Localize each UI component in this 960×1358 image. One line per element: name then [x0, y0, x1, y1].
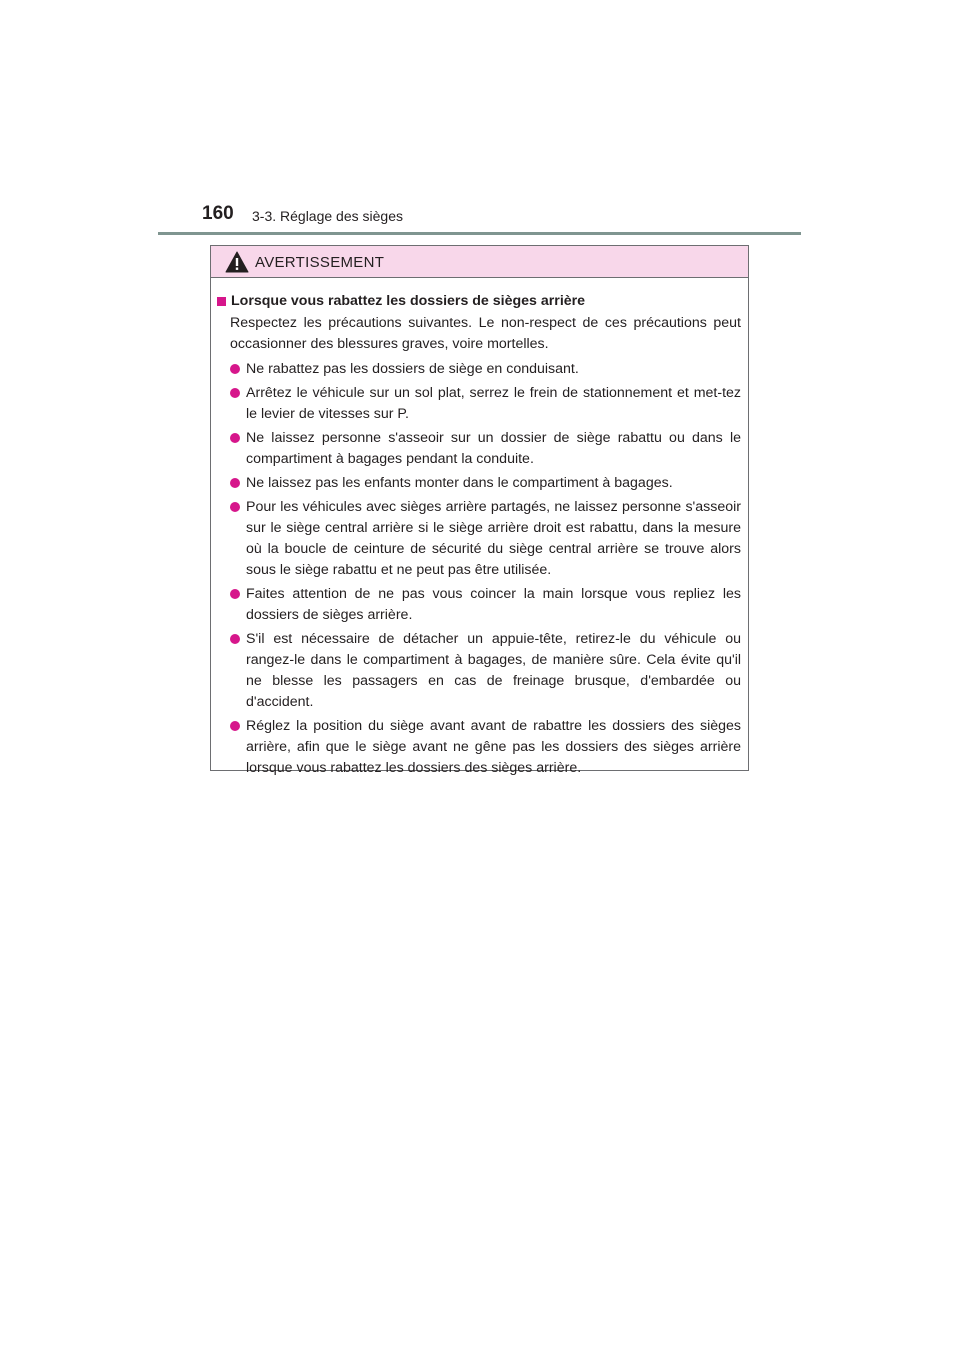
warning-box: [210, 245, 749, 776]
circle-bullet-icon: [230, 364, 240, 374]
circle-bullet-icon: [230, 589, 240, 599]
section-heading: [217, 291, 742, 312]
list-item: [217, 629, 742, 713]
header-rule: [158, 232, 801, 235]
circle-bullet-icon: [230, 478, 240, 488]
circle-bullet-icon: [230, 721, 240, 731]
circle-bullet-icon: [230, 433, 240, 443]
page-number: 160: [202, 203, 234, 224]
list-item: [217, 716, 742, 779]
list-item-text: Réglez la position du siège avant avant de rabattre les dossiers des sièges arrière, afin que le siège avant ne gêne pas les dossiers des sièges arrière lorsque vous rabattez les dossiers des sièges arrière.: [246, 718, 741, 776]
list-item: [217, 584, 742, 626]
list-item: [217, 359, 742, 380]
bullet-list: [217, 359, 742, 779]
square-bullet-icon: [217, 297, 226, 306]
list-item-text: Pour les véhicules avec sièges arrière partagés, ne laissez personne s'asseoir sur le siège central arrière si le siège arrière droit est rabattu, dans la mesure où la boucle de ceinture de sécurité du siège central arrière se trouve alors sous le siège rabattu et ne peut pas être utilisée.: [246, 499, 741, 578]
warning-label: AVERTISSEMENT: [255, 254, 385, 271]
warning-content: [211, 278, 748, 779]
circle-bullet-icon: [230, 502, 240, 512]
list-item-text: Ne laissez personne s'asseoir sur un dossier de siège rabattu ou dans le compartiment à bagages pendant la conduite.: [246, 430, 741, 467]
list-item: [217, 473, 742, 494]
section-title: 3-3. Réglage des sièges: [252, 208, 403, 224]
list-item: [217, 497, 742, 581]
list-item: [217, 428, 742, 470]
section-heading-text: Lorsque vous rabattez les dossiers de sièges arrière: [231, 293, 586, 309]
list-item-text: Arrêtez le véhicule sur un sol plat, serrez le frein de stationnement et met-tez le levier de vitesses sur P.: [246, 385, 741, 422]
list-item-text: Ne rabattez pas les dossiers de siège en conduisant.: [246, 361, 579, 377]
intro-paragraph: Respectez les précautions suivantes. Le non-respect de ces précautions peut occasionner des blessures graves, voire mortelles.: [230, 315, 741, 352]
circle-bullet-icon: [230, 634, 240, 644]
list-item-text: S'il est nécessaire de détacher un appuie-tête, retirez-le du véhicule ou rangez-le dans le compartiment à bagages, de manière sûre. Cela évite qu'il ne blesse les passagers en cas de freinage brusque, d'embardée ou d'accident.: [246, 631, 741, 710]
warning-triangle-icon: [225, 251, 249, 273]
list-item: [217, 383, 742, 425]
warning-header: [211, 246, 748, 278]
circle-bullet-icon: [230, 388, 240, 398]
list-item-text: Faites attention de ne pas vous coincer la main lorsque vous repliez les dossiers de sièges arrière.: [246, 586, 741, 623]
list-item-text: Ne laissez pas les enfants monter dans le compartiment à bagages.: [246, 475, 673, 491]
